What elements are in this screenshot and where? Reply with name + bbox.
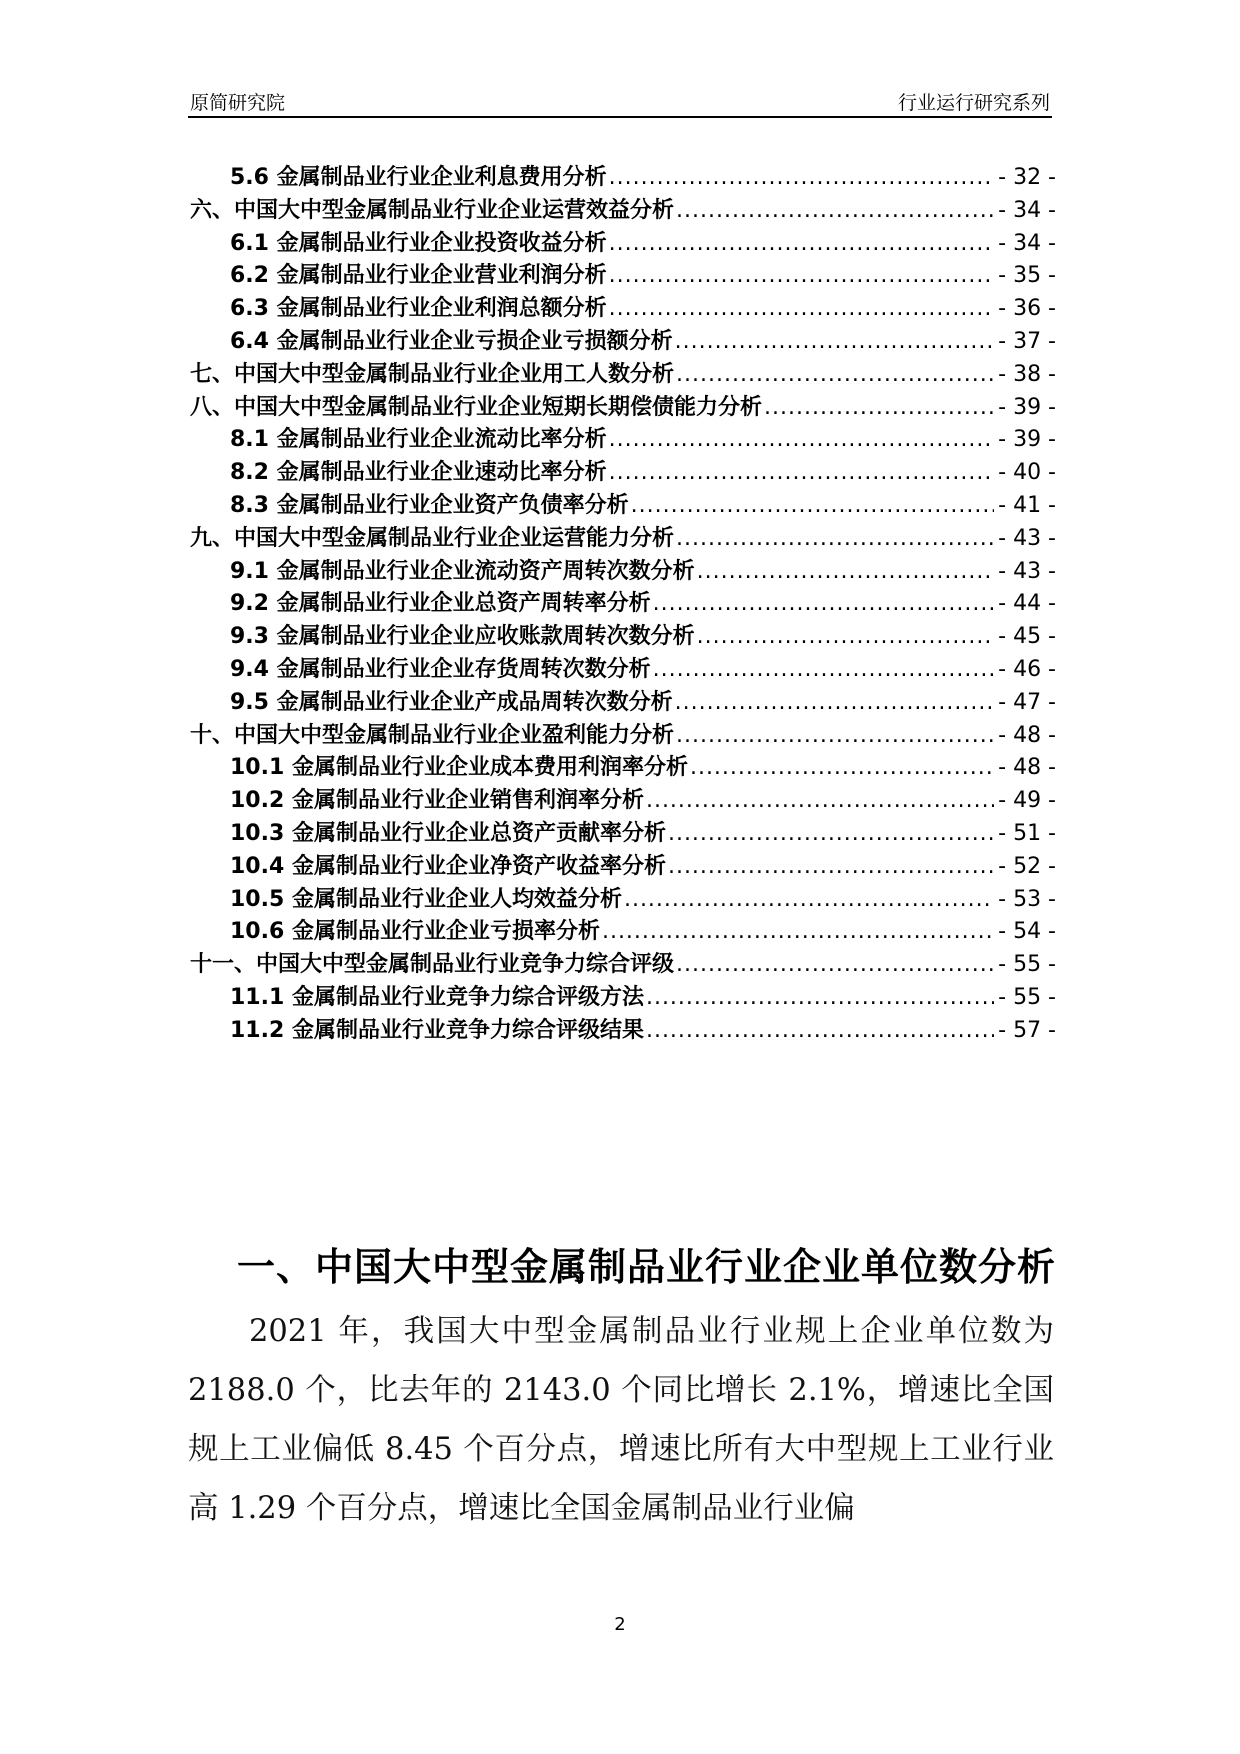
toc-entry[interactable] — [188, 326, 1056, 359]
table-of-contents — [188, 162, 1056, 1048]
toc-entry-label: 8.1 金属制品业行业企业流动比率分析 — [230, 427, 607, 453]
toc-entry-label: 9.1 金属制品业行业企业流动资产周转次数分析 — [230, 558, 695, 584]
toc-entry-page: - 55 - — [998, 952, 1056, 978]
toc-entry-page: - 48 - — [998, 722, 1056, 748]
toc-dot-leader — [609, 260, 995, 293]
toc-dot-leader — [624, 884, 994, 917]
toc-dot-leader — [609, 457, 995, 490]
toc-entry-page: - 38 - — [998, 361, 1056, 387]
toc-entry[interactable] — [188, 588, 1056, 621]
toc-entry-label: 10.2 金属制品业行业企业销售利润率分析 — [230, 788, 644, 814]
toc-dot-leader — [676, 359, 994, 392]
toc-entry-page: - 57 - — [998, 1017, 1056, 1043]
toc-dot-leader — [646, 785, 994, 818]
toc-entry-label: 10.1 金属制品业行业企业成本费用利润率分析 — [230, 755, 688, 781]
toc-entry[interactable] — [188, 260, 1056, 293]
toc-dot-leader — [668, 851, 994, 884]
toc-dot-leader — [646, 982, 994, 1015]
section-paragraph: 2021 年，我国大中型金属制品业行业规上企业单位数为 2188.0 个，比去年的 2143.0 个同比增长 2.1%，增速比全国规上工业偏低 8.45 个百分点，增速比所有大中型规上工业行业高 1.29 个百分点，增速比全国金属制品业行业偏 — [188, 1314, 1054, 1526]
toc-dot-leader — [668, 818, 994, 851]
toc-dot-leader — [609, 162, 995, 195]
toc-entry-label: 9.3 金属制品业行业企业应收账款周转次数分析 — [230, 624, 695, 650]
toc-entry[interactable] — [188, 162, 1056, 195]
toc-entry-label: 八、中国大中型金属制品业行业企业短期长期偿债能力分析 — [190, 394, 763, 420]
toc-entry[interactable] — [188, 851, 1056, 884]
toc-entry-page: - 55 - — [998, 984, 1056, 1010]
toc-entry-page: - 40 - — [998, 460, 1056, 486]
page-number: 2 — [614, 1614, 626, 1635]
toc-entry[interactable] — [188, 392, 1056, 425]
toc-entry-label: 5.6 金属制品业行业企业利息费用分析 — [230, 165, 607, 190]
toc-entry[interactable] — [188, 1015, 1056, 1048]
toc-entry[interactable] — [188, 818, 1056, 851]
toc-entry-label: 九、中国大中型金属制品业行业企业运营能力分析 — [190, 525, 675, 551]
toc-dot-leader — [676, 523, 994, 556]
toc-dot-leader — [675, 687, 995, 720]
toc-entry-label: 10.6 金属制品业行业企业亏损率分析 — [230, 919, 600, 945]
toc-dot-leader — [609, 228, 995, 261]
toc-entry[interactable] — [188, 884, 1056, 917]
toc-entry-page: - 47 - — [998, 689, 1056, 715]
toc-entry-label: 六、中国大中型金属制品业行业企业运营效益分析 — [190, 197, 675, 223]
toc-dot-leader — [675, 326, 995, 359]
toc-dot-leader — [609, 424, 995, 457]
toc-entry-label: 十、中国大中型金属制品业行业企业盈利能力分析 — [190, 722, 675, 748]
toc-dot-leader — [609, 293, 995, 326]
page-header — [188, 82, 1052, 118]
toc-dot-leader — [690, 752, 994, 785]
toc-entry[interactable] — [188, 293, 1056, 326]
toc-entry-page: - 43 - — [998, 525, 1056, 551]
section-heading: 一、中国大中型金属制品业行业企业单位数分析 — [236, 1245, 1056, 1289]
toc-entry-page: - 34 - — [998, 230, 1056, 256]
toc-dot-leader — [676, 720, 994, 753]
header-organization: 原简研究院 — [190, 92, 286, 114]
toc-entry[interactable] — [188, 916, 1056, 949]
toc-entry[interactable] — [188, 752, 1056, 785]
toc-entry-label: 6.3 金属制品业行业企业利润总额分析 — [230, 296, 607, 322]
toc-entry[interactable] — [188, 949, 1056, 982]
toc-entry-label: 七、中国大中型金属制品业行业企业用工人数分析 — [190, 361, 675, 387]
toc-entry-page: - 53 - — [998, 886, 1056, 912]
toc-dot-leader — [697, 556, 995, 589]
toc-entry-page: - 51 - — [998, 820, 1056, 846]
toc-entry-page: - 45 - — [998, 624, 1056, 650]
toc-entry[interactable] — [188, 654, 1056, 687]
toc-entry[interactable] — [188, 457, 1056, 490]
toc-dot-leader — [602, 916, 994, 949]
toc-entry-page: - 54 - — [998, 919, 1056, 945]
toc-entry-label: 9.2 金属制品业行业企业总资产周转率分析 — [230, 591, 651, 617]
toc-dot-leader — [676, 195, 994, 228]
toc-entry[interactable] — [188, 982, 1056, 1015]
toc-entry-label: 10.3 金属制品业行业企业总资产贡献率分析 — [230, 820, 666, 846]
toc-entry-label: 10.4 金属制品业行业企业净资产收益率分析 — [230, 853, 666, 879]
toc-entry[interactable] — [188, 556, 1056, 589]
toc-entry-label: 11.1 金属制品业行业竞争力综合评级方法 — [230, 984, 644, 1010]
toc-entry-page: - 34 - — [998, 197, 1056, 223]
toc-entry-label: 十一、中国大中型金属制品业行业竞争力综合评级 — [190, 952, 675, 978]
toc-dot-leader — [764, 392, 994, 425]
toc-entry-page: - 39 - — [998, 394, 1056, 420]
toc-entry[interactable] — [188, 490, 1056, 523]
toc-entry-page: - 39 - — [998, 427, 1056, 453]
toc-dot-leader — [697, 621, 995, 654]
toc-entry[interactable] — [188, 687, 1056, 720]
toc-entry-page: - 48 - — [998, 755, 1056, 781]
toc-entry-page: - 49 - — [998, 788, 1056, 814]
toc-entry-page: - 32 - — [998, 165, 1056, 190]
toc-entry[interactable] — [188, 523, 1056, 556]
toc-entry-label: 6.4 金属制品业行业企业亏损企业亏损额分析 — [230, 328, 673, 354]
toc-entry-page: - 52 - — [998, 853, 1056, 879]
toc-entry-page: - 41 - — [998, 492, 1056, 518]
toc-entry[interactable] — [188, 424, 1056, 457]
toc-entry-page: - 44 - — [998, 591, 1056, 617]
toc-entry-label: 11.2 金属制品业行业竞争力综合评级结果 — [230, 1017, 644, 1043]
toc-entry[interactable] — [188, 195, 1056, 228]
toc-entry-page: - 35 - — [998, 263, 1056, 289]
toc-entry-label: 9.5 金属制品业行业企业产成品周转次数分析 — [230, 689, 673, 715]
toc-entry[interactable] — [188, 228, 1056, 261]
toc-entry[interactable] — [188, 720, 1056, 753]
toc-entry-page: - 37 - — [998, 328, 1056, 354]
toc-dot-leader — [631, 490, 995, 523]
toc-entry-page: - 43 - — [998, 558, 1056, 584]
toc-entry-label: 8.3 金属制品业行业企业资产负债率分析 — [230, 492, 629, 518]
toc-entry-label: 10.5 金属制品业行业企业人均效益分析 — [230, 886, 622, 912]
toc-entry-label: 6.1 金属制品业行业企业投资收益分析 — [230, 230, 607, 256]
toc-dot-leader — [653, 654, 995, 687]
toc-entry-label: 9.4 金属制品业行业企业存货周转次数分析 — [230, 656, 651, 682]
toc-entry-page: - 46 - — [998, 656, 1056, 682]
toc-entry-page: - 36 - — [998, 296, 1056, 322]
toc-entry[interactable] — [188, 785, 1056, 818]
toc-dot-leader — [653, 588, 995, 621]
toc-dot-leader — [646, 1015, 994, 1048]
toc-entry-label: 8.2 金属制品业行业企业速动比率分析 — [230, 460, 607, 486]
toc-entry[interactable] — [188, 621, 1056, 654]
header-series-title: 行业运行研究系列 — [897, 92, 1050, 114]
toc-entry-label: 6.2 金属制品业行业企业营业利润分析 — [230, 263, 607, 289]
toc-entry[interactable] — [188, 359, 1056, 392]
toc-dot-leader — [676, 949, 994, 982]
